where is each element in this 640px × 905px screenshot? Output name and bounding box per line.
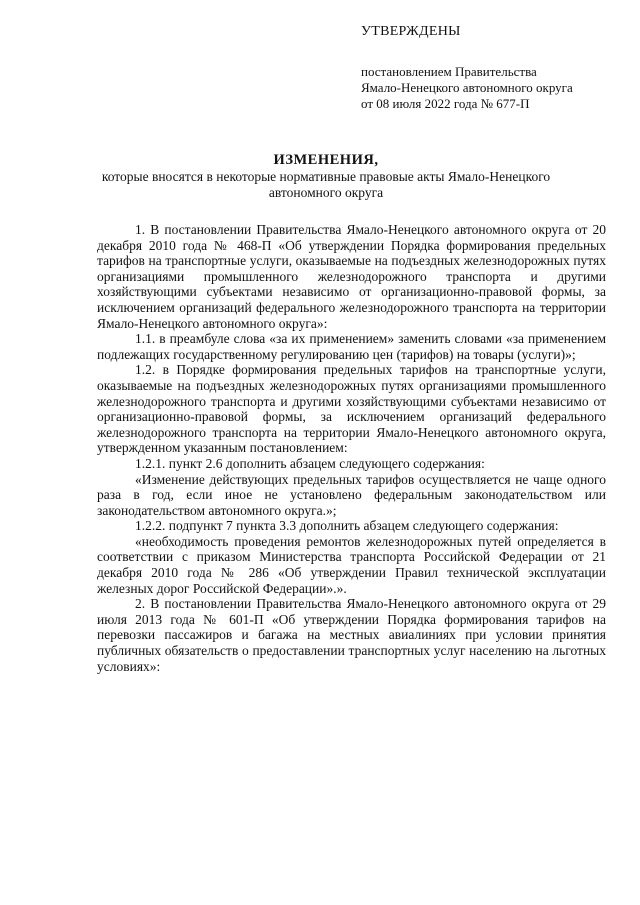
paragraph-quote-2: «необходимость проведения ремонтов железнодорожных путей определяется в соответствии с приказом Министерства транспорта Российской Федерации от 21 декабря 2010 года № 286 «Об утверждении Правил технической эксплуатации железных дорог Российской Федерации».». <box>97 533 606 596</box>
paragraph-quote-1: «Изменение действующих предельных тарифов осуществляется не чаще одного раза в год, если иное не установлено федеральным законодательством или законодательством автономного округа.»; <box>97 471 606 518</box>
approval-line: от 08 июля 2022 года № 677-П <box>361 96 530 111</box>
approval-stamp <box>361 24 621 112</box>
approval-line: постановлением Правительства <box>361 64 537 79</box>
paragraph-2: 2. В постановлении Правительства Ямало-Ненецкого автономного округа от 29 июля 2013 года № 601-П «Об утверждении Порядка формирования тарифов на перевозки пассажиров и багажа на местных авиалиниях при условии принятия публичных обязательств о предоставлении транспортных услуг населению на льготных условиях»: <box>97 596 606 674</box>
document-body <box>97 222 606 674</box>
document-subtitle: которые вносятся в некоторые нормативные правовые акты Ямало-Ненецкого автономного округа <box>101 169 551 200</box>
document-title-block <box>72 152 580 201</box>
paragraph-1: 1. В постановлении Правительства Ямало-Ненецкого автономного округа от 20 декабря 2010 года № 468-П «Об утверждении Порядка формирования предельных тарифов на транспортные услуги, оказываемые на подъездных железнодорожных путях организациями промышленного железнодорожного транспорта и другими хозяйствующими субъектами независимо от организационно-правовой формы, за исключением организаций федерального железнодорожного транспорта на территории Ямало-Ненецкого автономного округа»: <box>97 222 606 331</box>
document-title: ИЗМЕНЕНИЯ, <box>273 152 379 168</box>
approval-heading: УТВЕРЖДЕНЫ <box>361 24 461 39</box>
approval-line: Ямало-Ненецкого автономного округа <box>361 80 573 95</box>
paragraph-1-1: 1.1. в преамбуле слова «за их применением» заменить словами «за применением подлежащих государственному регулированию цен (тарифов) на товары (услуги)»; <box>97 331 606 362</box>
paragraph-1-2-1: 1.2.1. пункт 2.6 дополнить абзацем следующего содержания: <box>135 455 485 471</box>
paragraph-1-2: 1.2. в Порядке формирования предельных тарифов на транспортные услуги, оказываемые на подъездных железнодорожных путях организациями промышленного железнодорожного транспорта и другими хозяйствующими субъектами независимо от организационно-правовой формы, за исключением организаций федерального железнодорожного транспорта на территории Ямало-Ненецкого автономного округа, утвержденном указанным постановлением: <box>97 362 606 456</box>
paragraph-1-2-2: 1.2.2. подпункт 7 пункта 3.3 дополнить абзацем следующего содержания: <box>135 518 559 534</box>
